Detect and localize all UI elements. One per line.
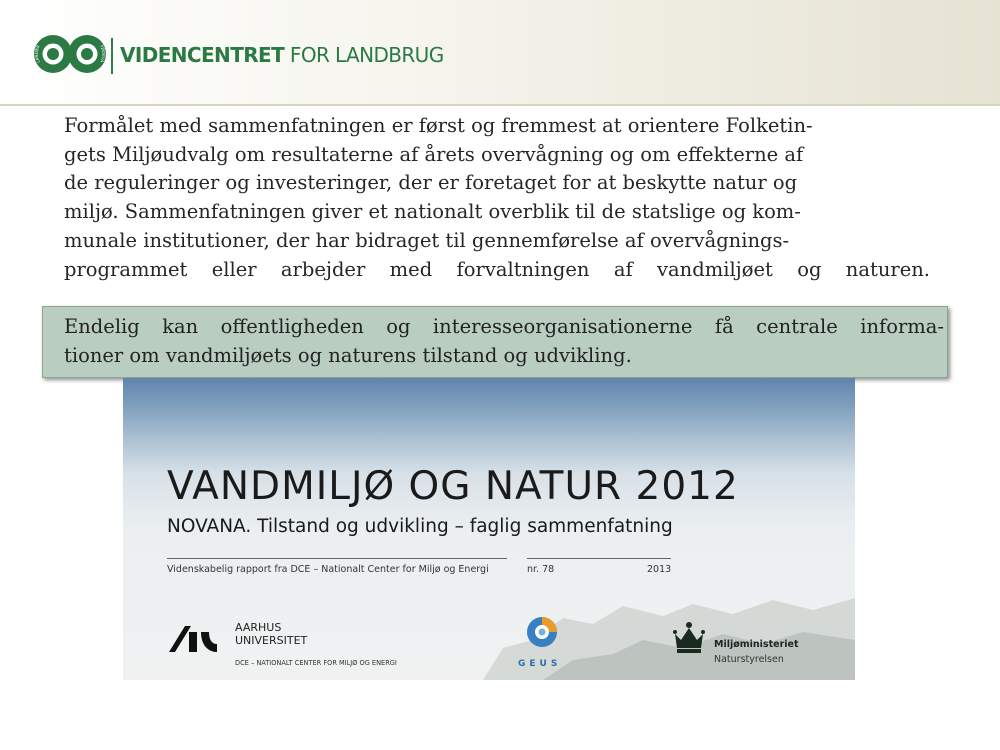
logo-text-left: LANDBR bbox=[33, 44, 41, 64]
brand-name bbox=[120, 43, 444, 67]
logo-text-right: FØDEVA bbox=[99, 44, 107, 64]
paragraph-line: gets Miljøudvalg om resultaterne af årets overvågning og om effekterne af bbox=[64, 142, 804, 166]
report-cover-image bbox=[123, 378, 855, 680]
paragraph-line: Formålet med sammenfatningen er først og fremmest at orientere Folketin- bbox=[64, 114, 813, 137]
svg-text:LANDBRUG bbox=[32, 32, 41, 64]
paragraph-line: munale institutioner, der har bidraget til gennemførelse af overvågnings- bbox=[64, 228, 790, 252]
aarhus-universitet-logo-icon bbox=[167, 622, 225, 654]
cover-series: Videnskabelig rapport fra DCE – Nationalt Center for Miljø og Energi bbox=[167, 564, 489, 575]
cover-rule bbox=[527, 558, 671, 559]
ministry-name: Miljøministeriet bbox=[714, 639, 799, 650]
highlight-text bbox=[64, 313, 944, 370]
geus-logo-icon bbox=[525, 615, 559, 649]
brand-bold: VIDENCENTRET bbox=[120, 43, 285, 67]
paragraph-line: miljø. Sammenfatningen giver et nationalt overblik til de statslige og kom- bbox=[64, 200, 801, 224]
cover-rule bbox=[167, 558, 507, 559]
university-line: AARHUS bbox=[235, 621, 282, 634]
crown-icon bbox=[669, 620, 709, 656]
cover-number: nr. 78 bbox=[527, 564, 555, 575]
highlight-box bbox=[42, 306, 948, 378]
agency-name: Naturstyrelsen bbox=[714, 654, 784, 665]
landbrug-foedevarer-logo-icon bbox=[32, 32, 108, 76]
university-line: UNIVERSITET bbox=[235, 633, 308, 647]
paragraph-line: programmet eller arbejder med forvaltningen af vandmiljøet og naturen. bbox=[64, 257, 930, 281]
highlight-line: tioner om vandmiljøets og naturens tilstand og udvikling. bbox=[64, 343, 632, 367]
cover-subtitle: NOVANA. Tilstand og udvikling – faglig sammenfatning bbox=[167, 516, 673, 537]
cover-year: 2013 bbox=[647, 564, 672, 575]
logo-divider bbox=[111, 38, 113, 74]
dce-name: DCE – NATIONALT CENTER FOR MILJØ OG ENERGI bbox=[235, 659, 397, 667]
brand-regular: FOR LANDBRUG bbox=[284, 43, 444, 67]
cover-title: VANDMILJØ OG NATUR 2012 bbox=[167, 464, 739, 509]
geus-label: GEUS bbox=[518, 659, 562, 669]
paragraph-line: de reguleringer og investeringer, der er foretaget for at beskytte natur og bbox=[64, 171, 798, 195]
highlight-line: Endelig kan offentligheden og interesseorganisationerne få centrale informa- bbox=[64, 315, 944, 338]
body-paragraph bbox=[64, 112, 930, 284]
university-name bbox=[235, 622, 345, 647]
header-divider bbox=[0, 104, 1000, 106]
